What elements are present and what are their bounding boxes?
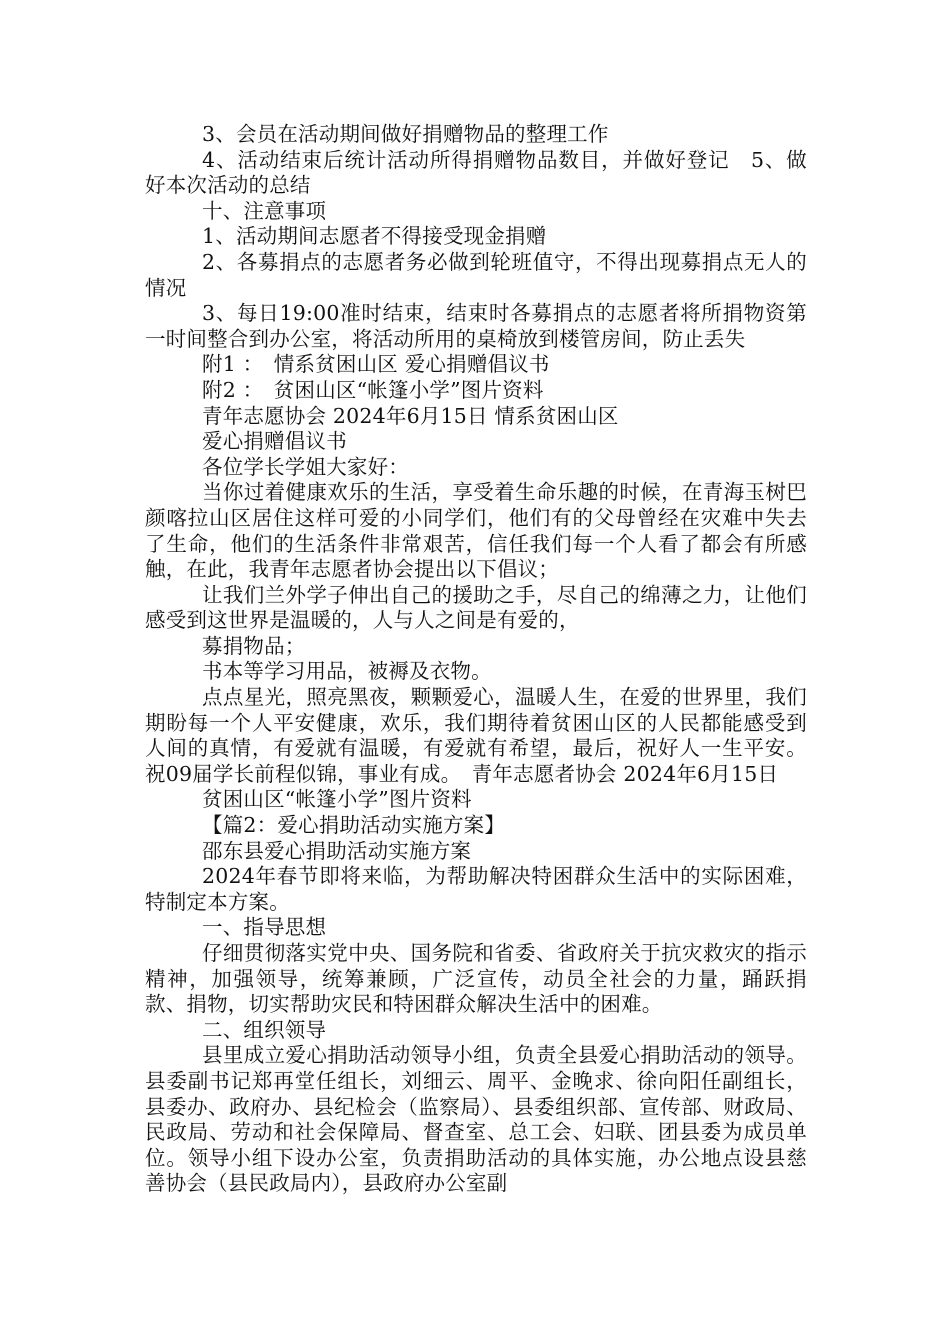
paragraph: 2024年春节即将来临，为帮助解决特困群众生活中的实际困难，特制定本方案。 xyxy=(145,864,807,914)
section-heading: 二、组织领导 xyxy=(202,1017,327,1042)
paragraph: 2、各募捐点的志愿者务必做到轮班值守，不得出现募捐点无人的情况 xyxy=(145,249,807,300)
signature-line: 青年志愿协会 2024年6月15日 情系贫困山区 xyxy=(202,403,619,428)
paragraph: 点点星光，照亮黑夜，颗颗爱心，温暖人生，在爱的世界里，我们期盼每一个人平安健康，欢乐，我们期待着贫困山区的人民都能感受到人间的真情，有爱就有温暖，有爱就有希望，最后，祝好人一生平安。祝09届学长前程似锦，事业有成。 青年志愿者协会 2024年6月15日 xyxy=(145,685,807,786)
paragraph: 3、会员在活动期间做好捐赠物品的整理工作 xyxy=(202,122,609,146)
paragraph: 县里成立爱心捐助活动领导小组，负责全县爱心捐助活动的领导。县委副书记郑再堂任组长，刘细云、周平、金晚求、徐向阳任副组长，县委办、政府办、县纪检会（监察局）、县委组织部、宣传部、财政局、民政局、劳动和社会保障局、督查室、总工会、妇联、团县委为成员单位。领导小组下设办公室，负责捐助活动的具体实施，办公地点设县慈善协会（县民政局内），县政府办公室副 xyxy=(145,1043,807,1196)
greeting: 各位学长学姐大家好： xyxy=(202,454,409,479)
paragraph: 书本等学习用品，被褥及衣物。 xyxy=(202,659,492,684)
chapter-heading: 【篇2：爱心捐助活动实施方案】 xyxy=(202,813,506,838)
section-heading: 爱心捐赠倡议书 xyxy=(202,429,347,454)
paragraph: 仔细贯彻落实党中央、国务院和省委、省政府关于抗灾救灾的指示精神，加强领导，统筹兼顾，广泛宣传，动员全社会的力量，踊跃捐款、捐物，切实帮助灾民和特困群众解决生活中的困难。 xyxy=(145,941,807,1017)
paragraph: 1、活动期间志愿者不得接受现金捐赠 xyxy=(202,224,547,249)
section-heading: 贫困山区“帐篷小学”图片资料 xyxy=(202,787,472,812)
attachment-line: 附1 ： 情系贫困山区 爱心捐赠倡议书 xyxy=(202,352,550,377)
attachment-line: 附2 ： 贫困山区“帐篷小学”图片资料 xyxy=(202,377,544,402)
document-title: 邵东县爱心捐助活动实施方案 xyxy=(202,838,472,863)
document-body xyxy=(145,122,807,1197)
section-heading: 一、指导思想 xyxy=(202,915,327,940)
paragraph: 当你过着健康欢乐的生活，享受着生命乐趣的时候，在青海玉树巴颜喀拉山区居住这样可爱的小同学们，他们有的父母曾经在灾难中失去了生命，他们的生活条件非常艰苦，信任我们每一个人看了都会有所感触，在此，我青年志愿者协会提出以下倡议； xyxy=(145,480,807,582)
paragraph: 4、活动结束后统计活动所得捐赠物品数目，并做好登记 5、做好本次活动的总结 xyxy=(145,147,807,198)
paragraph: 募捐物品； xyxy=(202,633,306,658)
paragraph: 让我们兰外学子伸出自己的援助之手，尽自己的绵薄之力，让他们感受到这世界是温暖的，人与人之间是有爱的， xyxy=(145,582,807,633)
section-heading: 十、注意事项 xyxy=(202,198,327,223)
paragraph: 3、每日19:00准时结束，结束时各募捐点的志愿者将所捐物资第一时间整合到办公室，将活动所用的桌椅放到楼管房间，防止丢失 xyxy=(145,301,807,351)
